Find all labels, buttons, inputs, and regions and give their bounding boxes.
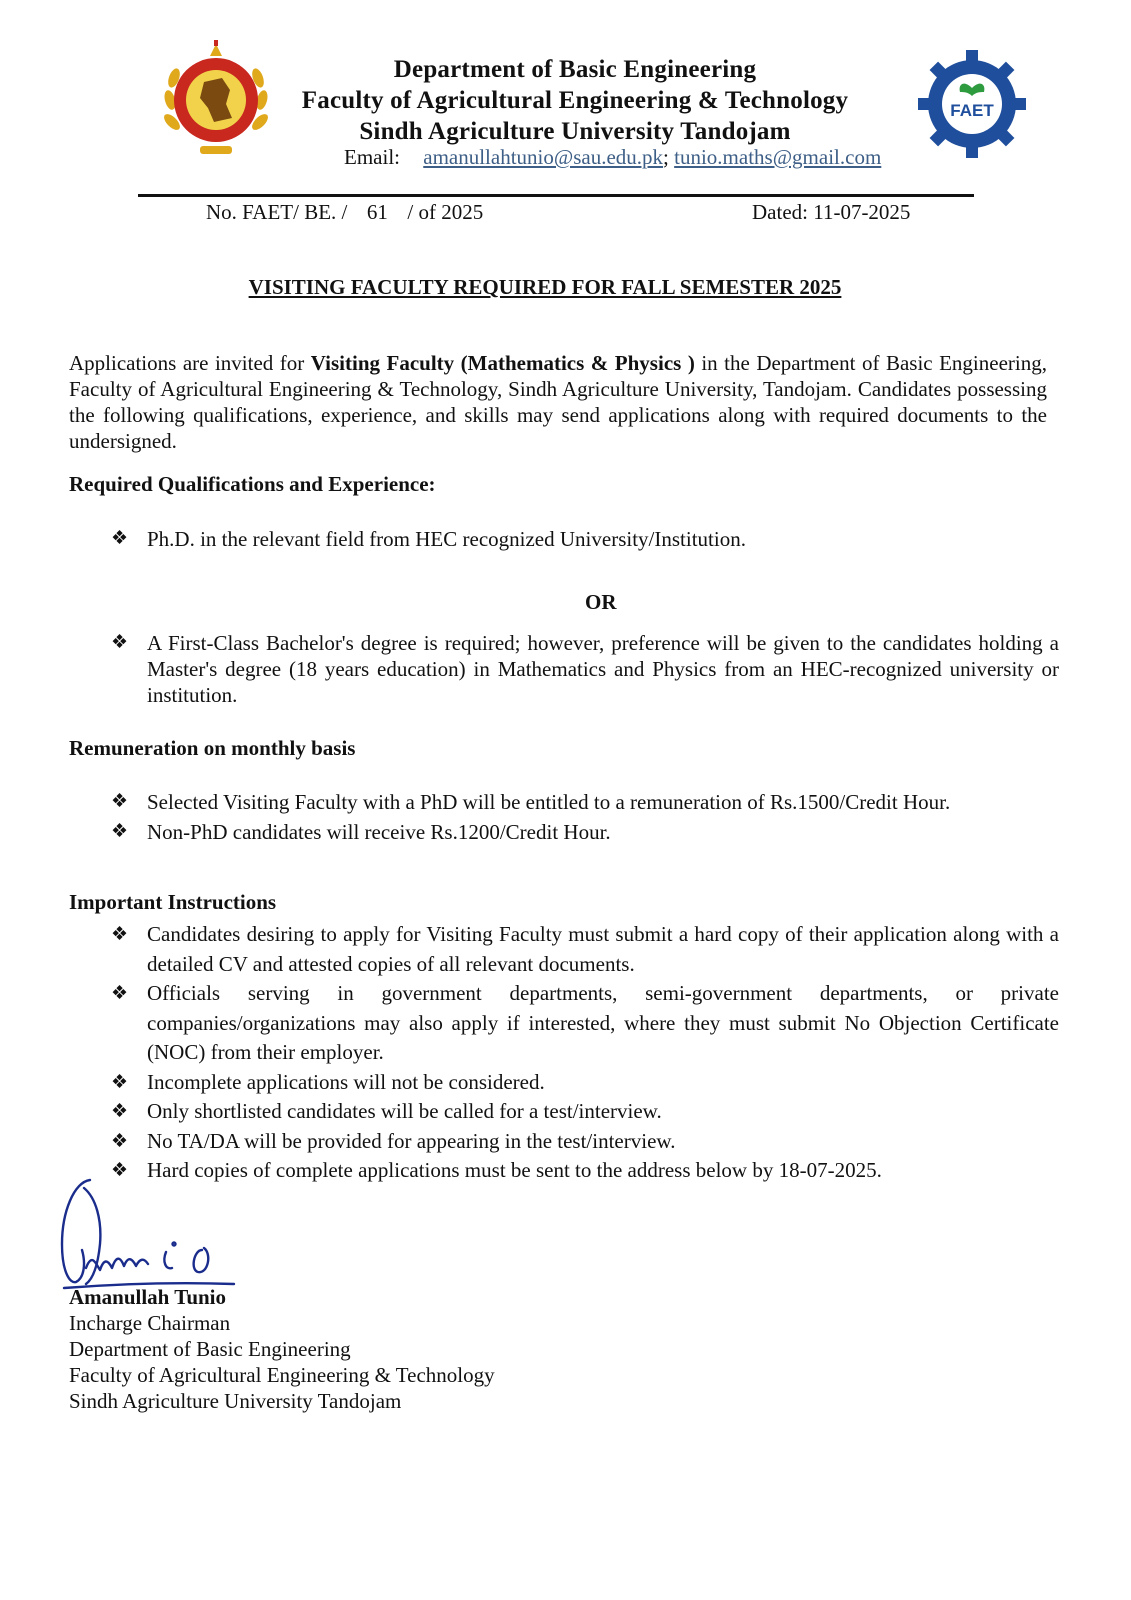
handwritten-signature — [56, 1172, 246, 1302]
email-label: Email: — [344, 145, 400, 169]
bullet-icon: ❖ — [111, 1130, 129, 1152]
list-item-text: Officials serving in government departments, semi-government departments, or private companies/organizations may also apply if interested, where they must submit No Objection Certificate (NOC) from their employer. — [147, 981, 1059, 1064]
list-item-text: Hard copies of complete applications must be sent to the address below by 18-07-2025. — [147, 1158, 882, 1182]
list-item — [69, 1127, 1059, 1157]
faculty-name: Faculty of Agricultural Engineering & Technology — [301, 87, 849, 114]
list-item — [69, 630, 1059, 708]
list-item — [69, 1097, 1059, 1127]
list-item-text: Only shortlisted candidates will be called for a test/interview. — [147, 1099, 662, 1123]
list-item-text: No TA/DA will be provided for appearing in the test/interview. — [147, 1128, 676, 1153]
remuneration-list — [69, 787, 1059, 847]
list-item — [69, 1068, 1059, 1098]
faet-gear-logo — [918, 50, 1026, 158]
signer-title: Incharge Chairman — [69, 1311, 231, 1335]
intro-bold: Visiting Faculty (Mathematics & Physics ) — [310, 351, 695, 375]
bullet-icon: ❖ — [111, 791, 129, 812]
intro-paragraph — [69, 350, 1047, 454]
list-item — [69, 979, 1059, 1068]
email-separator: ; — [663, 145, 669, 169]
intro-part1: Applications are invited for — [69, 351, 311, 375]
bullet-icon: ❖ — [111, 1160, 129, 1181]
list-item-text: Selected Visiting Faculty with a PhD will be entitled to a remuneration of Rs.1500/Credit Hour. — [147, 790, 951, 814]
department-name: Department of Basic Engineering — [393, 56, 757, 83]
signer-name: Amanullah Tunio — [69, 1285, 227, 1309]
bullet-icon: ❖ — [111, 821, 129, 842]
signer-university: Sindh Agriculture University Tandojam — [69, 1389, 402, 1413]
list-item-text: Non-PhD candidates will receive Rs.1200/Credit Hour. — [147, 820, 611, 844]
bullet-icon: ❖ — [111, 1101, 129, 1122]
dated: Dated: 11-07-2025 — [752, 200, 911, 224]
reference-suffix: / of 2025 — [407, 200, 484, 224]
list-item — [69, 920, 1059, 979]
signer-faculty: Faculty of Agricultural Engineering & Technology — [69, 1363, 495, 1387]
faet-logo-text: FAET — [950, 101, 994, 120]
email-link-gmail[interactable]: tunio.maths@gmail.com — [674, 145, 882, 169]
qualifications-heading: Required Qualifications and Experience: — [69, 472, 436, 496]
bullet-icon: ❖ — [111, 983, 129, 1004]
university-name: Sindh Agriculture University Tandojam — [359, 118, 791, 145]
list-item — [69, 787, 1059, 817]
remuneration-heading: Remuneration on monthly basis — [69, 736, 356, 760]
list-item-text: Incomplete applications will not be considered. — [147, 1069, 545, 1094]
list-item-text: Candidates desiring to apply for Visiting Faculty must submit a hard copy of their application along with a detailed CV and attested copies of all relevant documents. — [147, 922, 1059, 976]
list-item — [69, 526, 1059, 552]
list-item-text: A First-Class Bachelor's degree is required; however, preference will be given to the candidates holding a Master's degree (18 years education) in Mathematics and Physics from an HEC-recognized university or institution. — [147, 631, 1059, 707]
instructions-list — [69, 920, 1059, 1186]
bullet-icon: ❖ — [111, 632, 129, 653]
or-separator: OR — [585, 590, 617, 614]
signer-department: Department of Basic Engineering — [69, 1337, 351, 1361]
email-line — [344, 145, 881, 170]
instructions-heading: Important Instructions — [69, 890, 277, 914]
email-link-sau[interactable]: amanullahtunio@sau.edu.pk — [423, 145, 664, 169]
list-item — [69, 817, 1059, 847]
reference-number-value: 61 — [366, 200, 388, 224]
reference-number — [206, 200, 483, 225]
intro-part2: in the Department of Basic Engineering, Faculty of Agricultural Engineering & Technology, Sindh Agriculture University, Tandojam. Candidates possessing the following qualifications, experience, and skills may send applications along with required documents to the undersigned. — [69, 351, 1047, 453]
qualifications-list-2 — [69, 630, 1059, 708]
list-item-text: Ph.D. in the relevant field from HEC recognized University/Institution. — [147, 527, 746, 551]
letterhead — [250, 54, 900, 147]
bullet-icon: ❖ — [111, 924, 129, 945]
bullet-icon: ❖ — [111, 528, 129, 549]
reference-prefix: No. FAET/ BE. / — [206, 200, 348, 224]
bullet-icon: ❖ — [111, 1071, 129, 1093]
qualifications-list-1 — [69, 526, 1059, 552]
notice-title: VISITING FACULTY REQUIRED FOR FALL SEMESTER 2025 — [248, 275, 842, 299]
signer-block — [69, 1284, 495, 1414]
header-rule — [138, 194, 974, 197]
